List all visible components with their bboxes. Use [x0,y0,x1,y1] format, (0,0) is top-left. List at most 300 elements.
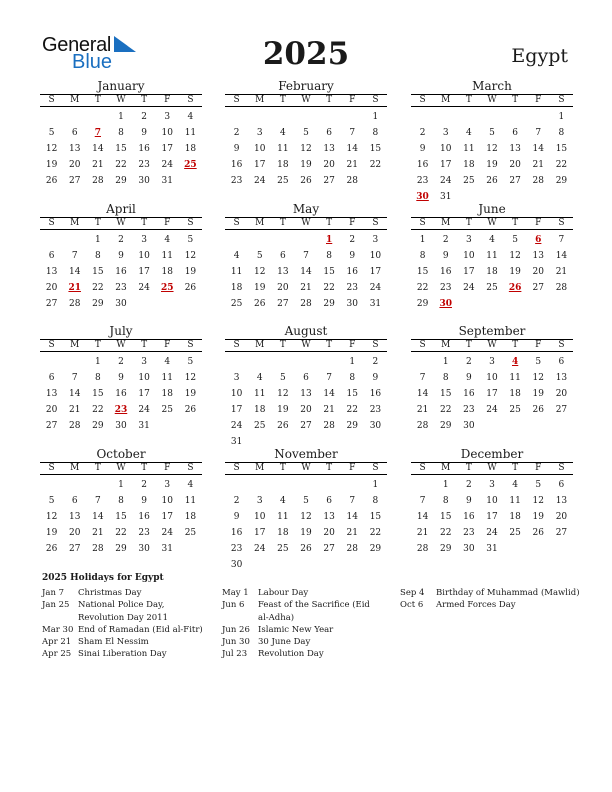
day-cell: 27 [555,405,568,415]
holiday-list [42,573,582,660]
empty-cell [318,477,341,493]
month-april [40,202,202,312]
day-cell: 11 [277,512,289,522]
day-cell: 23 [346,283,358,293]
day-cell: 18 [161,389,173,399]
month-august [225,324,387,450]
day-cell: 23 [439,283,452,293]
country-label: Egypt [511,45,568,67]
day-cell: 29 [416,299,429,309]
day-cell: 18 [230,283,243,293]
holiday-column [400,587,590,612]
holiday-name: Revolution Day [258,649,324,660]
weekday-label: T [465,340,472,350]
day-cell: 12 [300,144,312,154]
weekday-label: T [94,463,101,473]
weekday-label: S [48,340,55,350]
day-cell: 12 [509,251,521,261]
day-cell: 15 [439,389,452,399]
day-cell: 29 [555,176,568,186]
day-grid [40,109,202,189]
day-cell: 23 [230,544,243,554]
day-cell: 21 [532,160,544,170]
day-cell: 24 [486,405,498,415]
day-cell: 26 [184,405,197,415]
day-cell: 13 [509,144,521,154]
day-cell: 17 [439,160,452,170]
day-cell: 17 [463,267,475,277]
day-cell: 1 [94,357,101,367]
day-cell: 22 [439,528,452,538]
day-cell: 10 [463,251,475,261]
empty-cell [434,109,457,125]
month-name: April [106,202,136,216]
day-cell: 29 [346,421,358,431]
holiday-date: Oct 6 [400,600,424,611]
empty-cell [225,109,248,125]
day-cell: 25 [161,405,173,415]
day-cell: 25 [277,544,289,554]
holiday-day-cell: 30 [439,299,452,309]
day-cell: 25 [277,176,289,186]
weekday-label: M [70,218,80,228]
day-cell: 8 [94,373,101,383]
day-cell: 5 [303,128,309,138]
empty-cell [225,477,248,493]
day-cell: 14 [416,389,429,399]
day-cell: 3 [489,357,495,367]
day-cell: 12 [184,373,197,383]
weekday-label: M [70,463,80,473]
day-cell: 11 [277,144,289,154]
day-cell: 30 [230,560,243,570]
holiday-date: Mar 30 [42,624,74,635]
day-grid [411,477,573,557]
day-cell: 7 [94,496,101,506]
day-cell: 17 [253,528,266,538]
weekday-label: T [465,463,472,473]
holiday-entry [222,636,380,648]
empty-cell [63,477,86,493]
day-cell: 8 [372,128,379,138]
weekday-label: S [558,340,565,350]
holiday-name: Feast of the Sacrifice (Eid al-Adha) [258,600,370,623]
day-cell: 8 [442,496,449,506]
day-cell: 14 [532,144,544,154]
day-cell: 23 [463,405,475,415]
weekday-label: M [70,340,80,350]
day-cell: 18 [184,512,197,522]
day-cell: 9 [442,251,449,261]
weekday-label: T [465,218,472,228]
weekday-label: T [94,218,101,228]
day-cell: 3 [233,373,240,383]
weekday-label: M [255,218,265,228]
weekday-label: S [558,218,565,228]
day-cell: 20 [509,160,521,170]
day-cell: 8 [372,496,379,506]
day-cell: 28 [346,176,358,186]
day-cell: 1 [372,480,379,490]
day-cell: 21 [323,405,335,415]
logo-text-blue: Blue [72,51,113,73]
day-cell: 13 [45,389,58,399]
holiday-date: Jun 30 [222,637,250,648]
day-cell: 9 [465,496,472,506]
day-cell: 29 [115,544,127,554]
day-cell: 18 [253,405,266,415]
day-cell: 12 [277,389,289,399]
weekday-label: S [419,463,426,473]
day-cell: 31 [161,176,173,186]
day-cell: 15 [555,144,568,154]
day-grid [225,232,387,312]
day-cell: 17 [486,512,498,522]
day-cell: 24 [230,421,243,431]
day-cell: 18 [184,144,197,154]
day-cell: 19 [532,389,544,399]
day-cell: 10 [253,144,266,154]
month-name: October [96,447,146,461]
day-cell: 4 [256,373,263,383]
month-june [411,202,573,312]
day-cell: 12 [300,512,312,522]
day-cell: 3 [141,357,147,367]
day-cell: 12 [45,512,58,522]
holiday-name: Christmas Day [78,588,142,598]
day-cell: 25 [509,405,521,415]
empty-cell [294,232,317,248]
weekday-label: F [164,218,171,228]
day-cell: 15 [346,389,358,399]
day-cell: 10 [369,251,382,261]
day-cell: 27 [300,421,312,431]
day-cell: 7 [71,373,78,383]
day-cell: 5 [279,373,286,383]
holiday-day-cell: 1 [326,235,333,245]
weekday-label: T [279,463,286,473]
day-cell: 16 [346,267,358,277]
day-cell: 4 [279,128,286,138]
day-cell: 10 [486,373,498,383]
day-cell: 2 [118,235,124,245]
weekday-label: S [372,340,379,350]
day-cell: 14 [68,267,81,277]
day-cell: 14 [346,512,358,522]
day-cell: 17 [138,389,150,399]
weekday-label: F [535,218,542,228]
holiday-date: Apr 25 [42,649,72,660]
empty-cell [40,477,63,493]
holiday-name: Armed Forces Day [436,600,516,611]
day-cell: 18 [463,160,475,170]
month-name: January [97,79,145,93]
empty-cell [225,232,248,248]
empty-cell [341,477,364,493]
holiday-entry [222,624,380,636]
weekday-label: T [326,95,333,105]
day-cell: 6 [71,128,78,138]
empty-cell [527,109,550,125]
day-cell: 15 [416,267,429,277]
day-cell: 5 [187,357,194,367]
month-december [411,447,573,557]
weekday-label: M [441,463,451,473]
day-cell: 3 [489,480,495,490]
weekday-label: S [48,218,55,228]
day-cell: 10 [138,373,150,383]
day-cell: 7 [419,496,426,506]
day-cell: 19 [300,528,312,538]
day-cell: 19 [277,405,289,415]
day-cell: 11 [161,373,173,383]
day-cell: 9 [141,128,147,138]
weekday-label: W [487,463,497,473]
holiday-entry [400,587,590,599]
day-cell: 30 [138,176,150,186]
day-cell: 30 [463,421,475,431]
weekday-label: T [512,95,519,105]
weekday-header [225,339,387,352]
day-cell: 14 [92,512,104,522]
day-cell: 17 [161,144,173,154]
day-cell: 21 [300,283,312,293]
weekday-label: W [301,463,311,473]
day-cell: 13 [45,267,58,277]
day-cell: 20 [68,528,81,538]
weekday-label: S [48,463,55,473]
day-cell: 3 [372,235,379,245]
weekday-label: S [419,340,426,350]
day-cell: 27 [68,544,81,554]
day-cell: 25 [463,176,475,186]
day-cell: 25 [486,283,498,293]
holiday-name: End of Ramadan (Eid al-Fitr) [78,624,203,635]
day-cell: 21 [416,528,429,538]
day-cell: 19 [253,283,266,293]
day-cell: 22 [323,283,335,293]
weekday-label: F [164,340,171,350]
day-cell: 6 [48,251,55,261]
day-cell: 2 [233,496,240,506]
holiday-entry [42,587,210,599]
day-cell: 9 [141,496,147,506]
day-cell: 23 [230,176,243,186]
weekday-label: S [187,463,194,473]
day-cell: 16 [138,144,150,154]
day-cell: 9 [118,373,124,383]
day-cell: 2 [118,357,124,367]
day-grid [411,232,573,312]
day-cell: 19 [184,389,197,399]
day-cell: 28 [92,176,104,186]
day-cell: 11 [509,496,521,506]
day-cell: 23 [138,160,150,170]
day-cell: 28 [68,421,81,431]
weekday-header [40,462,202,475]
day-cell: 22 [369,160,382,170]
day-cell: 29 [369,544,382,554]
empty-cell [40,109,63,125]
day-cell: 5 [489,128,495,138]
day-cell: 19 [45,528,58,538]
day-cell: 26 [45,544,58,554]
day-cell: 6 [71,496,78,506]
month-name: February [278,79,334,93]
day-cell: 14 [555,251,568,261]
holiday-entry [400,599,590,611]
day-cell: 30 [369,421,382,431]
day-cell: 10 [161,496,173,506]
weekday-label: F [535,463,542,473]
day-cell: 13 [68,512,81,522]
day-cell: 29 [115,176,127,186]
day-cell: 12 [532,373,544,383]
day-cell: 26 [532,528,544,538]
weekday-label: T [279,340,286,350]
day-cell: 15 [323,267,335,277]
day-cell: 25 [184,528,197,538]
day-cell: 25 [253,421,266,431]
day-cell: 4 [489,235,495,245]
empty-cell [504,109,527,125]
weekday-header [411,339,573,352]
day-cell: 28 [416,421,429,431]
day-cell: 1 [118,480,124,490]
holiday-name: National Police Day, Revolution Day 2011 [78,600,168,623]
day-cell: 27 [509,176,521,186]
day-cell: 4 [164,357,171,367]
weekday-label: F [349,218,356,228]
holiday-name: Sham El Nessim [78,637,149,648]
weekday-label: S [187,95,194,105]
day-cell: 6 [558,480,565,490]
day-cell: 13 [300,389,312,399]
weekday-label: W [116,95,126,105]
day-cell: 27 [45,421,58,431]
weekday-label: T [141,95,148,105]
day-cell: 11 [230,267,243,277]
empty-cell [294,109,317,125]
day-cell: 25 [230,299,243,309]
empty-cell [40,232,63,248]
day-cell: 31 [230,437,243,447]
day-cell: 28 [68,299,81,309]
weekday-label: T [326,218,333,228]
day-cell: 16 [416,160,429,170]
day-cell: 24 [253,176,266,186]
holiday-entry [222,599,380,624]
day-cell: 12 [253,267,266,277]
weekday-label: T [141,340,148,350]
weekday-header [40,94,202,107]
holiday-entry [42,648,210,660]
holiday-date: Jan 25 [42,600,70,611]
weekday-label: F [349,95,356,105]
day-cell: 20 [45,405,58,415]
weekday-label: W [116,340,126,350]
day-cell: 17 [369,267,382,277]
holiday-day-cell: 25 [184,160,197,170]
weekday-header [225,94,387,107]
day-cell: 2 [419,128,426,138]
weekday-header [411,217,573,230]
day-cell: 13 [555,496,568,506]
day-cell: 19 [45,160,58,170]
day-cell: 8 [94,251,101,261]
day-cell: 10 [138,251,150,261]
month-march [411,79,573,205]
weekday-label: W [301,95,311,105]
day-cell: 29 [439,421,452,431]
empty-cell [86,477,109,493]
day-cell: 12 [184,251,197,261]
month-july [40,324,202,434]
day-cell: 16 [463,389,475,399]
weekday-label: T [279,95,286,105]
day-cell: 21 [346,160,358,170]
day-cell: 31 [369,299,382,309]
day-cell: 24 [253,544,266,554]
day-cell: 20 [555,512,568,522]
day-cell: 31 [439,192,452,202]
day-cell: 11 [184,128,197,138]
day-cell: 13 [323,144,335,154]
day-cell: 20 [532,267,544,277]
day-cell: 22 [92,283,104,293]
empty-cell [248,477,271,493]
holiday-entry [222,648,380,660]
day-cell: 7 [558,235,565,245]
day-cell: 1 [94,235,101,245]
empty-cell [271,354,294,370]
weekday-label: M [441,340,451,350]
day-cell: 23 [416,176,429,186]
day-cell: 13 [555,373,568,383]
day-cell: 20 [323,528,335,538]
day-cell: 29 [92,299,104,309]
day-cell: 31 [161,544,173,554]
weekday-label: S [233,340,240,350]
day-cell: 27 [532,283,544,293]
month-name: July [109,324,133,338]
day-cell: 9 [118,251,124,261]
empty-cell [86,109,109,125]
weekday-label: M [70,95,80,105]
weekday-label: S [233,218,240,228]
weekday-label: S [558,463,565,473]
day-cell: 21 [416,405,429,415]
weekday-label: S [187,340,194,350]
day-cell: 20 [323,160,335,170]
day-cell: 17 [230,405,243,415]
day-cell: 22 [346,405,358,415]
day-cell: 5 [535,480,542,490]
weekday-header [40,339,202,352]
empty-cell [40,354,63,370]
day-cell: 18 [161,267,173,277]
day-grid [40,477,202,557]
day-cell: 4 [233,251,240,261]
day-cell: 16 [115,267,127,277]
day-cell: 3 [256,128,263,138]
holiday-day-cell: 23 [114,405,128,415]
day-cell: 17 [486,389,498,399]
weekday-header [225,462,387,475]
empty-cell [63,232,86,248]
day-cell: 11 [161,251,173,261]
weekday-label: M [255,340,265,350]
